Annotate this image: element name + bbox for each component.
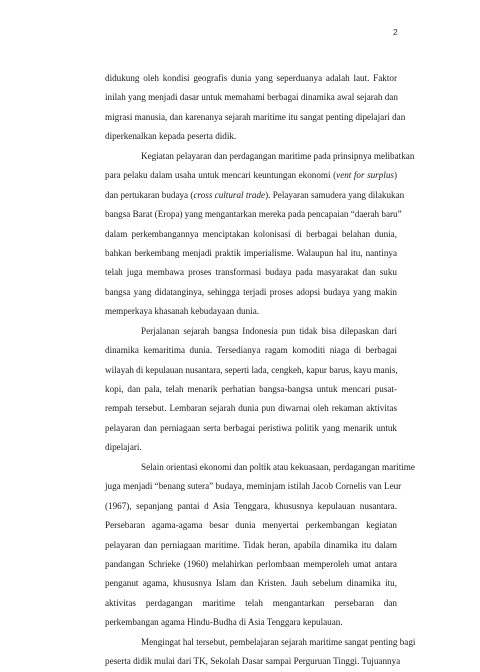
- text-line: memperkaya khasanah kebudayaan dunia.: [105, 306, 260, 317]
- text-line: para pelaku dalam usaha untuk mencari keuntungan ekonomi (vent for surplus): [105, 170, 397, 181]
- text-line: dipelajari.: [105, 442, 142, 453]
- text-line: dinamika kemaritima dunia. Tersedianya ragam komoditi niaga di berbagai: [105, 345, 397, 356]
- text-line: telah juga membawa proses transformasi budaya pada masyarakat dan suku: [105, 267, 397, 278]
- text-line: pelayaran dan perniagaan maritime. Tidak heran, apabila dinamika itu dalam: [105, 539, 397, 550]
- text-line: bahkan berkembang menjadi praktik imperialisme. Walaupun hal itu, nantinya: [105, 247, 397, 258]
- text-line: didukung oleh kondisi geografis dunia yang seperduanya adalah laut. Faktor: [105, 73, 397, 83]
- text-line: dan pertukaran budaya (cross cultural trade). Pelayaran samudera yang dilakukan: [105, 189, 405, 200]
- text-line: inilah yang menjadi dasar untuk memahami berbagai dinamika awal sejarah dan: [105, 92, 398, 103]
- text-line: diperkenalkan kepada peserta didik.: [105, 131, 237, 142]
- text-line: peserta didik mulai dari TK, Sekolah Dasar sampai Perguruan Tinggi. Tujuannya: [105, 656, 401, 667]
- text-line: (1967), sepanjang pantai d Asia Tenggara, khususnya kepulauan nusantara.: [105, 500, 397, 511]
- text-line: Selain orientasi ekonomi dan poltik atau kekuasaan, perdagangan maritime: [141, 461, 415, 472]
- text-line: pandangan Schrieke (1960) melahirkan perlombaan memperoleh umat antara: [105, 558, 397, 569]
- text-line: bangsa Barat (Eropa) yang mengantarkan mereka pada pencapaian “daerah baru”: [105, 209, 402, 220]
- italic-term: cross cultural trade: [193, 189, 266, 200]
- text-line: bangsa yang didatanginya, sehingga terjadi proses adopsi budaya yang makin: [105, 286, 397, 297]
- text-line: penganut agama, khususnya Islam dan Kristen. Jauh sebelum dinamika itu,: [105, 578, 397, 589]
- text-line: dalam perkembangannya menciptakan kolonisasi di berbagai belahan dunia,: [105, 228, 397, 239]
- italic-term: vent for surplus: [336, 170, 394, 181]
- body-text: [105, 69, 416, 672]
- text-line: rempah tersebut. Lembaran sejarah dunia pun diwarnai oleh rekaman aktivitas: [105, 403, 397, 414]
- text-line: perkembangan agama Hindu-Budha di Asia Tenggara kepulauan.: [105, 617, 343, 628]
- text-line: Kegiatan pelayaran dan perdagangan maritime pada prinsipnya melibatkan: [141, 150, 415, 161]
- text-line: aktivitas perdagangan maritime telah mengantarkan persebaran dan: [105, 597, 397, 608]
- page-number: 2: [393, 27, 398, 37]
- text-line: kopi, dan pala, telah menarik perhatian bangsa-bangsa untuk mencari pusat-: [105, 384, 397, 394]
- text-line: pelayaran dan perniagaan serta berbagai peristiwa politik yang menarik untuk: [105, 422, 397, 433]
- text-line: migrasi manusia, dan karenanya sejarah maritime itu sangat penting dipelajari dan: [105, 111, 406, 122]
- text-line: Persebaran agama-agama besar dunia menyertai perkembangan kegiatan: [105, 520, 397, 531]
- text-line: Perjalanan sejarah bangsa Indonesia pun tidak bisa dilepaskan dari: [141, 325, 397, 336]
- text-line: Mengingat hal tersebut, pembelajaran sejarah maritime sangat penting bagi: [141, 636, 416, 647]
- text-line: wilayah di kepulauan nusantara, seperti lada, cengkeh, kapur barus, kayu manis,: [105, 364, 398, 375]
- text-line: juga menjadi “benang sutera” budaya, meminjam istilah Jacob Cornelis van Leur: [105, 481, 402, 492]
